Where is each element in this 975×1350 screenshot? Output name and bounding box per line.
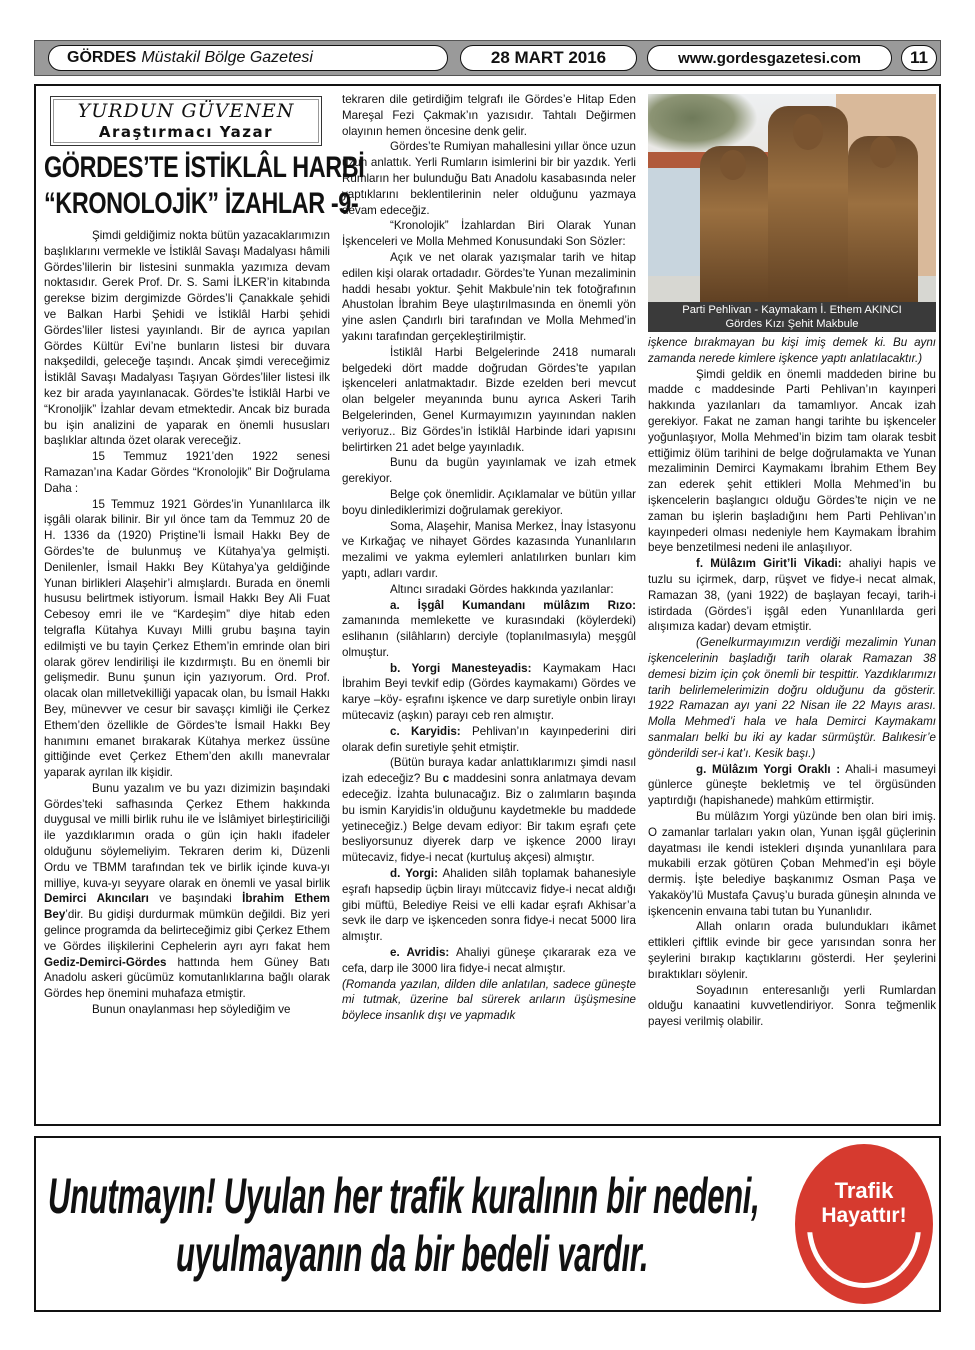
list-item-e	[342, 945, 636, 977]
item-text: Kaymakam Hacı İbrahim Beyi tevkif edip (Gördes kaymakamı) Gördes ve karye –köy- eşrafını işkence ve darp suretiyle onbin lirayı mütecaviz (aşkın) parayı ceb ren almıştır.	[342, 661, 636, 723]
list-item-d	[342, 866, 636, 945]
bold-text: Gediz-Demirci-Gördes	[44, 955, 167, 969]
caption-line-2: Gördes Kızı Şehit Makbule	[725, 318, 859, 330]
badge-text-line-1: Trafik	[834, 1178, 894, 1203]
paragraph: tekraren dile getirdiğim telgrafı ile Gördes’e Hitap Eden Mareşal Fezi Çakmak’ın yazısıdır. Tahtalı Değirmen olayının hemen öncesine denk gelir.	[342, 93, 636, 138]
item-text: Ahaliden silâh toplamak bahanesiyle eşrafı hapsedip üçbin lirayı mütccaviz fidye-i necat aldığı gibi müftü, Belediye Reisi ve elli kadar eşrafı Akhisar’a sevk ile darp ve işkenceden sonra fidye-i necat 5000 lira almıştır.	[342, 867, 636, 944]
paragraph: 15 Temmuz 1921’den 1922 senesi Ramazan’ına Kadar Gördes “Kronolojik” Bir Doğrulama Daha :	[44, 450, 330, 495]
article-column-right	[648, 86, 936, 1030]
item-label: a. İşgâl Kumandanı mülâzım Rızo:	[390, 598, 636, 612]
italic-text: işkence bırakmayan bu kişi imiş demek ki. Bu aynı zamanda nerede kimlere işkence yaptı anlatılacaktır.)	[648, 336, 936, 365]
paragraph: Gördes’te Rumiyan mahallesini yıllar önce uzun uzun anlattık. Yerli Rumların isimlerini bir bir yazdık. Yerli Rumların her bulunduğu Batı Anadolu kasabasında neler yaptıklarını beklentilerinin neler olduğunu yazmaya devam edeceğiz.	[342, 140, 636, 217]
text-run: hattında hem Güney Batı Anadolu askeri gücümüz komutanlıklarına bağlı olarak Gördes hep önemini muhafaza etmiştir.	[44, 955, 330, 1001]
paragraph: 15 Temmuz 1921 Gördes’in Yunanlılarca ilk işgâli olarak bilinir. Bir yıl önce tam da Temmuz 20 de H. 1336 da (1920) Priştine’li İsmail Hakkı Bey de Gördes’te de bulunmuş ve Kütahya’ya gelmişti. Denilenler, İsmail Hakkı Bey Kütahya’ya geldiğinde Yunan birlikleri Alaşehir’i almışlardı. Burada en önemli hususu belirtmek istiyorum. İsmail Hakkı Bey Ali Fuat Cebesoy emri ile ve “Kardeşim” diye hitab eden telgrafla Kütahya Kuvayı Milli grubu başına tayin edilmişti ve bu tayin Çerkez Ethem’in emrinde olan biri olarak görev lendirilişi ile kızdırmıştı. Bu en önemli bir gelişmedir. Bunu şunun için yazıyorum. Ord. Prof. olacak olan milletvekilliği yapacak olan, bu İsmail Hakkı Bey, münevver ve cesur bir savaşçı kimliği ile Çerkez Ethem’den özellikle de Gördes’te İsmail Hakkı Bey hanımını emanet bırakarak Kütahya merkez üssüne gittiğinde evet Çerkez Ethem’den akıllı manevralar yaparak ayrılan ilk kişidir.	[44, 497, 330, 780]
paragraph: Soyadının enteresanlığı yerli Rumlardan olduğu kanaatini kuvvetlendiriyor. Sonra teğmenlik payesi verilmiş olabilir.	[648, 983, 936, 1029]
item-text: Ahaliyi güneşe çıkararak eza ve cefa, darp ile 3000 lira fidye-i necat almıştır.	[342, 946, 636, 975]
text-run: (Bütün buraya kadar anlattıklarımızı şimdi nasıl izah edeceğiz? Bu	[342, 756, 636, 786]
item-text: Pehlivan’ın kayınpederini diri olarak defin suretiyle şehit etmiştir.	[342, 724, 636, 754]
paragraph	[44, 781, 330, 1002]
newspaper-title	[48, 45, 448, 71]
website-link[interactable]: www.gordesgazetesi.com	[647, 45, 892, 71]
bold-text: Demirci Akıncıları	[44, 892, 149, 906]
paragraph: Açık ve net olarak yazışmalar tarih ve hitap edilen kişi olarak ortadadır. Gördes’te Yunan mezaliminin haddi hesabı yoktur. Şehit Makbule’nin tek fotoğrafının Ahustolan İbrahim Beye ulaştırılmasında en önemli yön yine aslen Çandırlı biri tarafından ve Molla Mehmed’in yakını tarafından gerçekleştirilmiştir.	[342, 250, 636, 343]
ad-slogan-line-1: Unutmayın! Uyulan her trafik kuralının bir nedeni,	[48, 1168, 760, 1224]
italic-text: (Genelkurmayımızın verdiği mezalimin Yunan işkencelerinin başladığı tarih olarak Ramazan 38 demesi bizim için çok önemli bir tespittir. Yazdıklarımızı tarih belirlemelerimizin doğru olduğunu da gösterir. 1922 Ramazan ayı yani 22 Nisan ile 22 Mayıs arası. Molla Mehmed’i hala ve hala Demirci Kaymakamı sanmaları belki bu iki ay kadar sürmüştür. Balıkesir’e gönderildi ser-i kat’ı. Kesik başı.)	[648, 636, 936, 760]
paragraph: Bunun onaylanması hep söylediğim ve	[92, 1003, 291, 1017]
bold-text: c	[442, 772, 450, 786]
photo-caption	[648, 302, 936, 332]
text-run: Bunu yazalım ve bu yazı dizimizin başındaki Gördes’teki safhasında Çerkez Ethem hakkında duygusal ve milli birlik ruhu ile ve İslâmiyet birleştiriciliği ile yazdıklarımın orada o gün için haklı ifadeler olduğunu söylemeliyim. Tekraren derim ki, Düzenli Ordu ve TBMM tarafından tek ve birlik içinde kuva-yı milliye, kuva-yı seyyare olarak en önemli ve yasal birlik	[44, 781, 330, 890]
italic-text: (Romanda yazılan, dilden dile anlatılan, sadece güneşte mi tutmak, üzerine bal sürerek arıların üşüşmesine böylece insanlık dışı ve yapmadık	[342, 977, 636, 1023]
author-role: Araştırmacı Yazar	[98, 123, 274, 141]
paragraph-italic	[648, 635, 936, 761]
paper-subtitle: Müstakil Bölge Gazetesi	[141, 49, 313, 66]
paragraph: Soma, Alaşehir, Manisa Merkez, İnay İstasyonu ve Kırkağaç ve nihayet Gördes kazasında Yunanlıların mezalimi ve yakma eylemleri anlatılırken bunları kim yaptı, adları vardır.	[342, 519, 636, 580]
badge-text-line-2: Hayattır!	[821, 1204, 907, 1227]
item-label: e. Avridis:	[390, 946, 450, 960]
paragraph-italic	[342, 977, 636, 1024]
article-column-left	[44, 86, 365, 1018]
statue-head	[870, 136, 896, 168]
item-text: Ahali-i masumeyi günlerce güneşte bekletmiş ve tel örgüsünden yaptırdığı (hapishanede) mahkûm ettirmiştir.	[648, 762, 936, 808]
item-label: b. Yorgi Manesteyadis:	[390, 661, 532, 675]
statue-photo	[648, 94, 936, 332]
item-text: ahaliyi hapis ve tuzlu su içirmek, darp, rüşvet ve fidye-i necat almak, Ramazan 38, (yani 1922) de başlayan fecayi, tarih-i istirdada (Gördes’i işgâl eden Yunanlılarda geri alışımıza kadar) devam etmiştir.	[648, 557, 936, 634]
caption-line-1: Parti Pehlivan - Kaymakam İ. Ethem AKINCI	[682, 304, 902, 316]
paragraph: Allah onların orada bulundukları ikâmet ettikleri çiftlik evinde bir gece yarısından sonra her şeylerini bırakıp kaçtıklarını gösterdi. Her şeylerini bıraktıkları söylenir.	[648, 920, 936, 981]
traffic-smile-badge-icon	[795, 1144, 933, 1304]
list-item-f	[648, 556, 936, 635]
author-name: YURDUN GÜVENEN	[77, 100, 295, 122]
paragraph: Şimdi geldiğimiz nokta bütün yazacaklarımızın başlıklarını vermekle ve İstiklâl Savaşı Madalyası hâmili Gördes’lilerin bir listesini sunmakla yazımıza devam noktasıdır. Gerek Prof. Dr. S. Sami İLKER’in kitabında gerekse bizim dergimizde Gördes’li Çanakkale şehidi ve Balkan Harbi Şehidi ve İstiklâl Harbi şehidi Gördes’liler listesi yayınlandı. Bir de ayrıca yapılan Gördes Kültür Evi’ne bunların listesi bir duvara nakşedildi, geleceğe taşındı. Ancak şimdi vereceğimiz İstiklâl Savaşı Madalyası Taşıyan Gördes’liler listesi ilk kez bir arada yayınlanacak. Gördes’te İstiklâl Harbi ve “Kronoljik” İzahlar devam etmektedir. Ancak biz burada bu işin analizini de yaparak en önemli hususları başlıklar altında özet olarak vereceğiz.	[44, 229, 330, 448]
item-label: f. Mülâzım Girit’li Vikadi:	[696, 557, 842, 571]
paragraph: Belge çok önemlidir. Açıklamalar ve bütün yıllar boyu dinlediklerimizi doğrulamak gerekiyor.	[342, 487, 636, 517]
item-label: d. Yorgi:	[390, 867, 438, 881]
list-item-a	[342, 598, 636, 661]
bold-text: İbrahim Ethem Bey	[44, 892, 330, 922]
traffic-ad-banner	[34, 1136, 941, 1312]
author-box	[50, 96, 322, 146]
headline-line-2: “KRONOLOJİK” İZAHLAR -9-	[44, 187, 359, 220]
headline-line-1: GÖRDES’TE İSTİKLÂL HARBİ	[44, 151, 365, 184]
text-run: ve başındaki	[148, 892, 243, 906]
list-item-b	[342, 661, 636, 724]
text-run: ’dir. Bu gidişi durdurmak mümkün değildi. Biz yeri gelince programda da belirteceğimiz gibi Çerkez Ethem ve Gördes ilişkilerini Cephelerin ayrı ayrı fakat hem	[44, 908, 330, 953]
photo-tree	[648, 94, 758, 154]
text-run: maddesini sonra anlatmaya devam edeceğiz. İzahta bulunacağız. Biz o zalımların başında bu ismin Karyidis’in olduğunu kaydetmekle bu maddede yetineceğiz.) Belge devam ediyor: Bir takım eşrafı çete besliyorsunuz diyerek darp ve işkence 2000 lirayı mütecaviz, fidye-i necat (kurtuluş akçesi) almıştır.	[342, 772, 636, 865]
item-label: g. Mülâzım Yorgi Oraklı :	[696, 762, 841, 776]
headline	[44, 150, 365, 226]
issue-date: 28 MART 2016	[460, 45, 637, 71]
paragraph: Altıncı sıradaki Gördes hakkında yazılanlar:	[390, 582, 614, 596]
ad-slogan-line-2: uyulmayanın da bir bedeli vardır.	[176, 1226, 649, 1282]
page-number: 11	[901, 45, 937, 71]
article-frame	[34, 84, 941, 1126]
list-item-g	[648, 762, 936, 809]
item-text: zamanında memlekette ve kurasındaki (köylerdeki) eslihanın (silâhların) derciyle (toplanılmasıyla) meşgûl olmuştur.	[342, 614, 636, 659]
paper-name: GÖRDES	[67, 49, 137, 66]
paragraph: Bunu da bugün yayınlamak ve izah etmek gerekiyor.	[342, 456, 636, 486]
paragraph: Bu mülâzım Yorgi yüzünde ben olan biri imiş. O zamanlar tarlaları yakın olan, Yunan işgâl güçlerinin dayatması ile kendi istekleri dışında yunanlılara para mukabili erzak götüren Çoban Mehmed’in eşi böyle dermiş. İşte belediye başkanımız Osman Paşa ve Yakaköy’lü Mustafa Çavuş’u burada güneşin alnında ve işkencenin envaına tabi tutan bu Yunanlıdır.	[648, 809, 936, 918]
item-label: c. Karyidis:	[390, 724, 461, 738]
paragraph: Şimdi geldik en önemli maddeden birine bu madde c maddesinde Parti Pehlivan’ın kayınperi hakkında yazılanları da tamamlıyor. Ancak izah gerekiyor. Fakat ne zaman hangi tarihte bu işkenceler yoğunlaşıyor, Molla Mehmed’in bizim tam olarak tesbit ettiğimiz ölüm tarihini de belge doğrulamakta ve Yunan mezaliminin Demirci Kaymakamı İbrahim Ethem Bey zan ederek şehit ettikleri Molla Mehmed’in bu işkencelerin başlangıcı olduğu Gördes’te niçin ve ne zaman bu işlerin başladığını hem Parti Pehlivan’ın kayınpederi olması nedeniyle hem Kaymakam İbrahim beye benzetilmesi nedeni ile anlaşılıyor.	[648, 367, 936, 555]
article-column-middle	[342, 92, 636, 1024]
paragraph: “Kronolojik” İzahlardan Biri Olarak Yunan İşkenceleri ve Molla Mehmed Konusundaki Son Sözler:	[342, 219, 636, 249]
paragraph-italic	[648, 335, 936, 367]
list-item-c	[342, 724, 636, 756]
statue-head	[793, 114, 823, 150]
paragraph: İstiklâl Harbi Belgelerinde 2418 numaralı belgedeki dört madde doğrudan Gördes’te yapılan işkenceleri anlatmaktadır. Bizde ezelden beri mevcut olan belgeler meyanında bunu ayrıca Askeri Tarih Belgelerinden, Genel Kurmayımızın yayınından naklen veriyoruz.. Biz Gördes’in İstiklâl Harbinde idari yapısını belirtirken 21 adet belge yayınladık.	[342, 345, 636, 454]
newspaper-header	[34, 40, 941, 76]
statue-head	[720, 150, 746, 180]
paragraph	[342, 755, 636, 866]
